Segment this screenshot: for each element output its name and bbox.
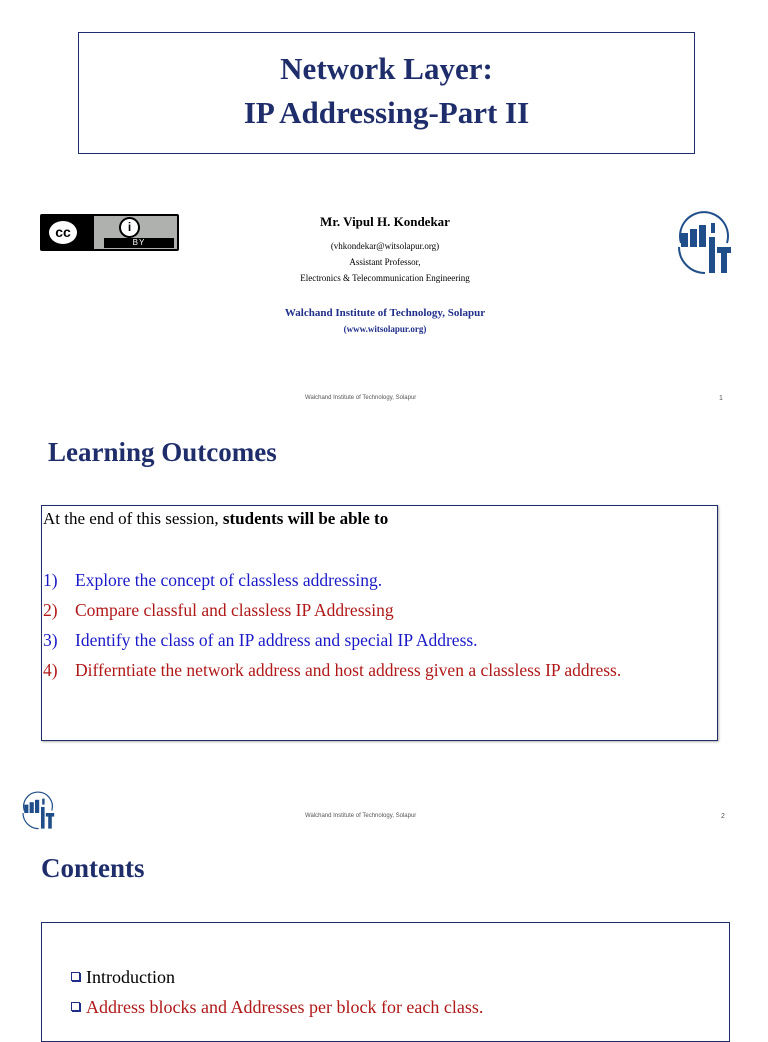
outcome-item-3 (43, 627, 711, 653)
author-name: Mr. Vipul H. Kondekar (320, 214, 450, 229)
outcome-text: Identify the class of an IP address and special IP Address. (75, 630, 478, 650)
slide1-title-line2: IP Addressing-Part II (243, 95, 530, 130)
contents-item-text: Introduction (86, 967, 175, 987)
author-email: (vhkondekar@witsolapur.org) (330, 241, 440, 251)
outcome-item-4 (43, 657, 711, 711)
slide1-page-number: 1 (719, 395, 723, 402)
square-bullet-icon (71, 972, 80, 981)
learning-outcomes-title: Learning Outcomes (48, 437, 277, 467)
outcome-text: Explore the concept of classless addressing. (75, 570, 383, 590)
slide2-footer: Walchand Institute of Technology, Solapur (305, 813, 417, 819)
outcome-number: 2) (43, 600, 58, 620)
attribution-icon: i (119, 217, 140, 238)
cc-badge-dark-panel (42, 216, 94, 249)
institute-logo-small-icon (20, 789, 56, 831)
author-role: Assistant Professor, (349, 257, 421, 267)
outcome-number: 1) (43, 570, 58, 590)
outcome-item-1 (43, 567, 711, 593)
outcome-number: 4) (43, 660, 58, 680)
slide1-title-box (78, 32, 695, 154)
outcomes-intro-bold: students will be able to (222, 509, 389, 528)
contents-title: Contents (41, 853, 145, 883)
by-label: BY (104, 238, 174, 248)
outcome-number: 3) (43, 630, 58, 650)
outcome-text: Compare classful and classless IP Addressing (75, 600, 394, 620)
slide1-title-line1: Network Layer: (280, 51, 493, 86)
outcomes-intro-plain: At the end of this session, (43, 509, 223, 528)
square-bullet-icon (71, 1002, 80, 1011)
contents-item-text: Address blocks and Addresses per block for each class. (86, 997, 484, 1017)
cc-icon: cc (46, 218, 80, 247)
author-department: Electronics & Telecommunication Engineering (300, 273, 470, 283)
cc-by-license-badge (40, 214, 179, 251)
slide1-footer: Walchand Institute of Technology, Solapur (305, 395, 417, 401)
outcomes-intro (43, 509, 388, 529)
slide2-page-number: 2 (721, 813, 725, 820)
institute-logo-icon (675, 207, 733, 277)
institute-name: Walchand Institute of Technology, Solapur (284, 307, 486, 319)
contents-item-1 (71, 967, 175, 988)
outcome-item-2 (43, 597, 711, 623)
contents-item-2 (71, 997, 483, 1018)
institute-url: (www.witsolapur.org) (343, 324, 427, 334)
outcome-text: Differntiate the network address and host address given a classless IP address. (75, 660, 622, 680)
